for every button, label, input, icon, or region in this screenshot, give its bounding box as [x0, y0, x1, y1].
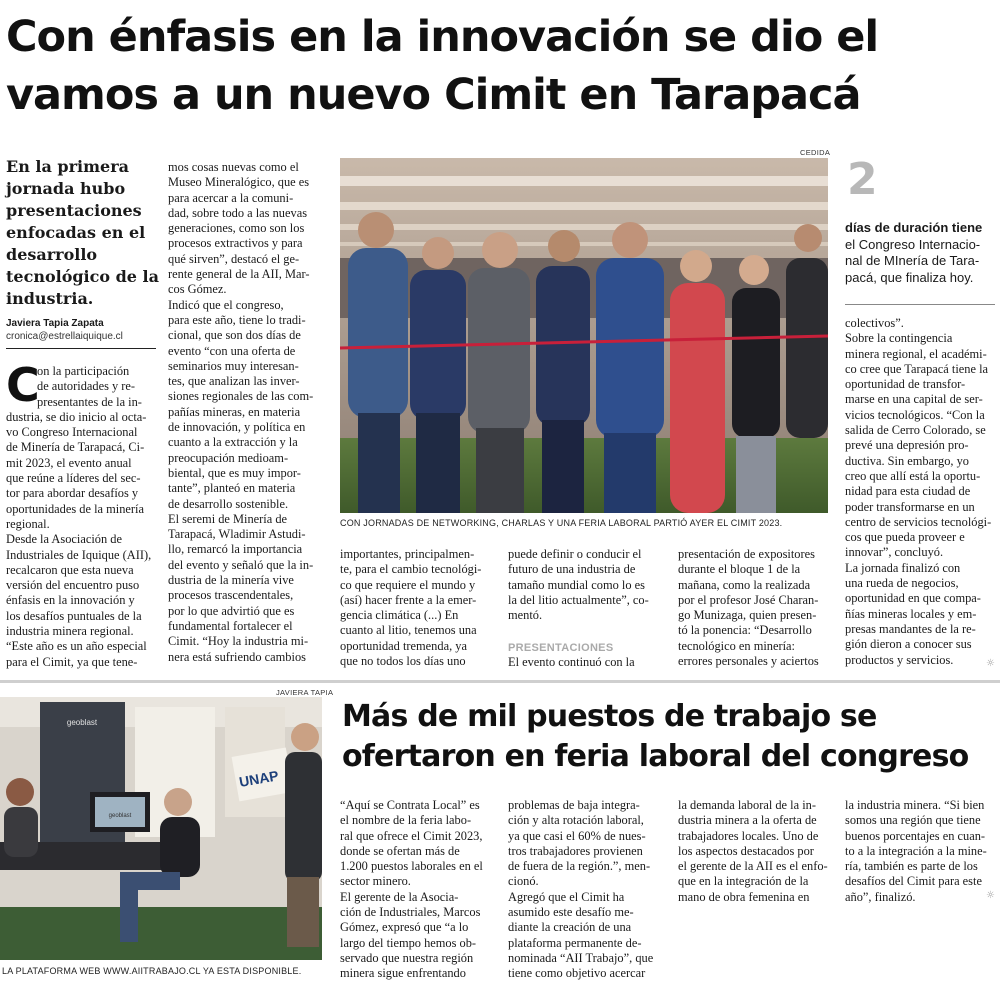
body-line: nidad para esta ciudad de — [845, 484, 971, 499]
body-line: problemas de baja integra- — [508, 798, 640, 812]
body-line: futuro de una industria de — [508, 562, 636, 577]
body-line: tamaño mundial como lo es — [508, 577, 645, 592]
body-line: trabajadores locales. Uno de — [678, 828, 819, 843]
body-line: de desarrollo sostenible. — [168, 496, 289, 511]
ribbon-cutting-photo — [340, 158, 828, 513]
body-line: desafíos del Cimit para este — [845, 874, 982, 889]
body-line: ría, también es parte de los — [845, 859, 978, 874]
body-column-a2-2 — [508, 798, 666, 982]
body-column-5 — [678, 547, 834, 669]
body-column-a2-3 — [678, 798, 834, 905]
body-line: prevé una depresión pro- — [845, 438, 969, 453]
body-line: creo que allí está la oportu- — [845, 468, 981, 483]
body-line: mos cosas nuevas como el — [168, 160, 299, 174]
body-line: biental, que es muy impor- — [168, 465, 301, 480]
author-email[interactable]: cronica@estrellaiquique.cl — [6, 331, 123, 342]
headline-line: vamos a un nuevo Cimit en Tarapacá — [6, 70, 861, 120]
section-subhead: PRESENTACIONES — [508, 642, 614, 654]
body-line: preocupación medioam- — [168, 450, 289, 465]
body-line: cos Gómez. — [168, 282, 227, 297]
body-line: énfasis en la innovación y — [6, 593, 135, 608]
body-line: mit 2023, el evento anual — [6, 455, 132, 470]
body-line: vo Congreso Internacional — [6, 425, 138, 440]
drop-cap: C — [6, 358, 40, 412]
body-line: tó la ponencia: “Desarrollo — [678, 623, 812, 638]
job-fair-scene — [0, 697, 322, 960]
body-line: puede definir o conducir el — [508, 547, 642, 561]
job-fair-photo — [0, 697, 322, 960]
body-line: Sobre la contingencia — [845, 331, 953, 346]
body-line: ya que casi el 60% de nues- — [508, 828, 646, 843]
body-line: por el profesor José Charan- — [678, 592, 819, 607]
article-divider — [0, 680, 1000, 683]
body-line: largo del tiempo hemos ob- — [340, 935, 477, 950]
body-line: de fuera de la región.”, men- — [508, 859, 651, 874]
body-line: El seremi de Minería de — [168, 511, 288, 526]
body-column-a2-1 — [340, 798, 496, 982]
body-line: plataforma permanente de- — [508, 935, 642, 950]
body-line: Tarapacá, Wladimir Astudi- — [168, 527, 306, 542]
divider — [6, 348, 156, 349]
body-line: productos y servicios. — [845, 652, 954, 667]
body-line: la industria minera. “Si bien — [845, 798, 985, 812]
body-column-4b — [508, 655, 666, 670]
body-line: los desafíos puntuales de la — [6, 608, 142, 623]
body-line: qué sirven”, destacó el ge- — [168, 251, 300, 266]
body-line: para este año, tiene lo tradi- — [168, 312, 306, 327]
body-line: Cimit. “Hoy la industria mi- — [168, 634, 309, 649]
body-line: Industriales de Iquique (AII), — [6, 547, 152, 562]
body-line: procesos extractivos y para — [168, 236, 303, 251]
body-line: presas mandantes de la re- — [845, 621, 976, 636]
body-line: oportunidad en que compa- — [845, 591, 981, 606]
deck-line: desarrollo — [6, 245, 98, 264]
body-line: centro de servicios tecnológi- — [845, 514, 992, 529]
body-line: cional, que son dos días de — [168, 328, 301, 343]
body-line: procesos trascendentales, — [168, 588, 294, 603]
body-line: to a la integración a la mine- — [845, 843, 987, 858]
body-line: recalcaron que esta nueva — [6, 562, 134, 577]
body-line: que en la integración de la — [678, 874, 809, 889]
body-line: evento “con una oferta de — [168, 343, 296, 358]
body-line: importantes, principalmen- — [340, 547, 475, 561]
body-line: tecnológico en minería: — [678, 638, 795, 653]
photo-credit: CEDIDA — [800, 148, 831, 157]
body-line: mano de obra femenina en — [678, 889, 810, 904]
stat-line: nal de MInería de Tara- — [845, 253, 980, 268]
body-line: Museo Mineralógico, que es — [168, 175, 310, 190]
body-line: El gerente de la Asocia- — [340, 889, 459, 904]
body-line: llo, remarcó la importancia — [168, 542, 303, 557]
deck-line: industria. — [6, 289, 94, 308]
body-line: que reúne a líderes del sec- — [6, 471, 141, 486]
body-line: de Minería de Tarapacá, Ci- — [6, 440, 145, 455]
deck-line: tecnológico de la — [6, 267, 159, 286]
body-line: donde se ofertan más de — [340, 843, 460, 858]
end-mark-icon: ☼ — [986, 658, 995, 669]
body-line: te, para el cambio tecnológi- — [340, 562, 482, 577]
body-column-3 — [340, 547, 496, 669]
body-line: tante”, planteó en materia — [168, 481, 296, 496]
body-line: dustria de la minería vive — [168, 573, 294, 588]
body-column-4 — [508, 547, 666, 623]
body-line: Gómez, expresó que “a lo — [340, 920, 469, 935]
headline-line: Con énfasis en la innovación se dio el — [6, 12, 879, 62]
body-line: año”, finalizó. — [845, 889, 916, 904]
body-line: dad, sobre todo a las nuevas — [168, 205, 308, 220]
body-line: somos una región que tiene — [845, 813, 981, 828]
body-line: co que requiere el mundo y — [340, 577, 476, 592]
body-line: minera regional, el académi- — [845, 346, 987, 361]
body-line: gión dieron a conocer sus — [845, 637, 972, 652]
body-line: una rueda de negocios, — [845, 576, 959, 591]
body-line: la del litio actualmente”, co- — [508, 592, 649, 607]
headline-line: Más de mil puestos de trabajo se — [342, 699, 877, 734]
body-line: gencia climática (...) En — [340, 608, 459, 623]
divider — [845, 304, 995, 305]
body-line: cionó. — [508, 874, 539, 889]
secondary-headline — [342, 697, 968, 777]
photo-caption: CON JORNADAS DE NETWORKING, CHARLAS Y UNA FERIA LABORAL PARTIÓ AYER EL CIMIT 2023. — [340, 518, 783, 528]
body-line: nera está sufriendo cambios — [168, 649, 306, 664]
body-line: buenos porcentajes en cuan- — [845, 828, 986, 843]
body-line: presentantes de la in- — [37, 394, 142, 409]
body-line: ñías mineras locales y em- — [845, 606, 977, 621]
body-line: para el Cimit, ya que tene- — [6, 654, 138, 669]
body-line: Indicó que el congreso, — [168, 297, 284, 312]
body-line: cuanto a la extracción y la — [168, 435, 298, 450]
body-line: fundamental fortalecer el — [168, 618, 293, 633]
body-line: errores personales y aciertos — [678, 654, 819, 669]
body-column-1 — [6, 358, 156, 670]
body-line: ción y alta rotación laboral, — [508, 813, 644, 828]
deck-line: jornada hubo — [6, 179, 126, 198]
deck — [6, 156, 159, 310]
body-line: industria minera regional. — [6, 624, 134, 639]
body-line: vicios tecnológicos. “Con la — [845, 407, 985, 422]
body-line: oportunidades de la minería — [6, 501, 144, 516]
body-line: versión del encuentro puso — [6, 578, 140, 593]
body-line: 1.200 puestos laborales en el — [340, 859, 483, 874]
body-line: el gerente de la AII es el enfo- — [678, 859, 828, 874]
body-line: del evento y señaló que la in- — [168, 557, 314, 572]
body-line: salida de Cerro Colorado, se — [845, 423, 986, 438]
body-line: rente general de la AII, Mar- — [168, 267, 310, 282]
body-line: de autoridades y re- — [37, 379, 136, 394]
body-line: seminarios muy interesan- — [168, 358, 299, 373]
body-line: nominada “AII Trabajo”, que — [508, 950, 654, 965]
body-line: ductiva. Sin embargo, yo — [845, 453, 970, 468]
body-line: dustria minera a la oferta de — [678, 813, 817, 828]
body-line: pañías mineras, en materia — [168, 404, 301, 419]
author-name: Javiera Tapia Zapata — [6, 318, 104, 329]
main-headline — [6, 8, 996, 124]
body-line: oportunidad tremenda, ya — [340, 638, 467, 653]
body-line: marse en una capital de ser- — [845, 392, 983, 407]
body-line: dustria, se dio inicio al octa- — [6, 409, 147, 424]
stat-line: días de duración tiene — [845, 220, 983, 235]
body-line: oportunidad de transfor- — [845, 377, 966, 392]
body-line: “Aquí se Contrata Local” es — [340, 798, 480, 812]
body-line: tes, que analizan las inver- — [168, 374, 300, 389]
body-line: siones regionales de las com- — [168, 389, 314, 404]
body-line: diante la creación de una — [508, 920, 632, 935]
body-line: los aspectos destacados por — [678, 843, 814, 858]
deck-line: enfocadas en el — [6, 223, 146, 242]
body-line: cos que pueda proveer e — [845, 530, 965, 545]
body-line: por lo que advirtió que es — [168, 603, 295, 618]
body-line: El evento continuó con la — [508, 655, 635, 669]
photo-caption: LA PLATAFORMA WEB WWW.AIITRABAJO.CL YA ESTA DISPONIBLE. — [2, 966, 302, 976]
body-line: “Este año es un año especial — [6, 639, 147, 654]
body-line: colectivos”. — [845, 316, 904, 330]
stat-line: pacá, que finaliza hoy. — [845, 269, 974, 285]
body-line: que no todos los días uno — [340, 654, 466, 669]
body-line: minera sigue enfrentando — [340, 966, 466, 981]
body-line: innovar”, concluyó. — [845, 545, 944, 560]
body-line: poder transformarse en un — [845, 499, 975, 514]
stat-text — [845, 220, 982, 286]
body-line: tiene como objetivo acercar — [508, 966, 646, 981]
stat-line: el Congreso Internacio- — [845, 236, 981, 252]
sign-text: UNAP — [237, 767, 280, 790]
body-line: servado que nuestra región — [340, 950, 474, 965]
body-line: tros trabajadores provienen — [508, 843, 643, 858]
body-line: de innovación, y política en — [168, 420, 306, 435]
body-line: (así) hacer frente a la emer- — [340, 592, 477, 607]
body-line: generaciones, como son los — [168, 221, 305, 236]
photo-credit: JAVIERA TAPIA — [276, 688, 334, 697]
body-line: cuanto al litio, tenemos una — [340, 623, 477, 638]
body-line: co cree que Tarapacá tiene la — [845, 361, 989, 376]
body-line: on la participación — [37, 364, 130, 378]
body-line: para acercar a la comuni- — [168, 190, 294, 205]
deck-line: presentaciones — [6, 201, 142, 220]
booth-text: geoblast — [108, 813, 132, 819]
deck-line: En la primera — [6, 157, 130, 176]
body-line: asumido este desafío me- — [508, 905, 634, 920]
body-line: durante el bloque 1 de la — [678, 562, 801, 577]
body-line: mentó. — [508, 608, 543, 623]
body-line: el nombre de la feria labo- — [340, 813, 472, 828]
body-line: mañana, como la realizada — [678, 577, 811, 592]
body-column-a2-4 — [845, 798, 997, 905]
body-line: go Munizaga, quien presen- — [678, 608, 817, 623]
headline-line: ofertaron en feria laboral del congreso — [342, 739, 969, 774]
end-mark-icon: ☼ — [986, 890, 995, 901]
main-photo — [340, 158, 828, 513]
body-column-2 — [168, 160, 326, 665]
body-line: Desde la Asociación de — [6, 532, 122, 547]
body-line: Agregó que el Cimit ha — [508, 889, 625, 904]
body-line: sector minero. — [340, 874, 411, 889]
body-line: La jornada finalizó con — [845, 560, 961, 575]
body-line: tor para abordar desafíos y — [6, 486, 139, 501]
banner-text: geoblast — [66, 718, 98, 727]
body-line: presentación de expositores — [678, 547, 815, 561]
body-line: ción de Industriales, Marcos — [340, 905, 481, 920]
body-column-6 — [845, 316, 997, 668]
body-line: ral que ofrece el Cimit 2023, — [340, 828, 483, 843]
stat-number: 2 — [847, 154, 878, 205]
body-line: la demanda laboral de la in- — [678, 798, 816, 812]
body-line: regional. — [6, 516, 50, 531]
